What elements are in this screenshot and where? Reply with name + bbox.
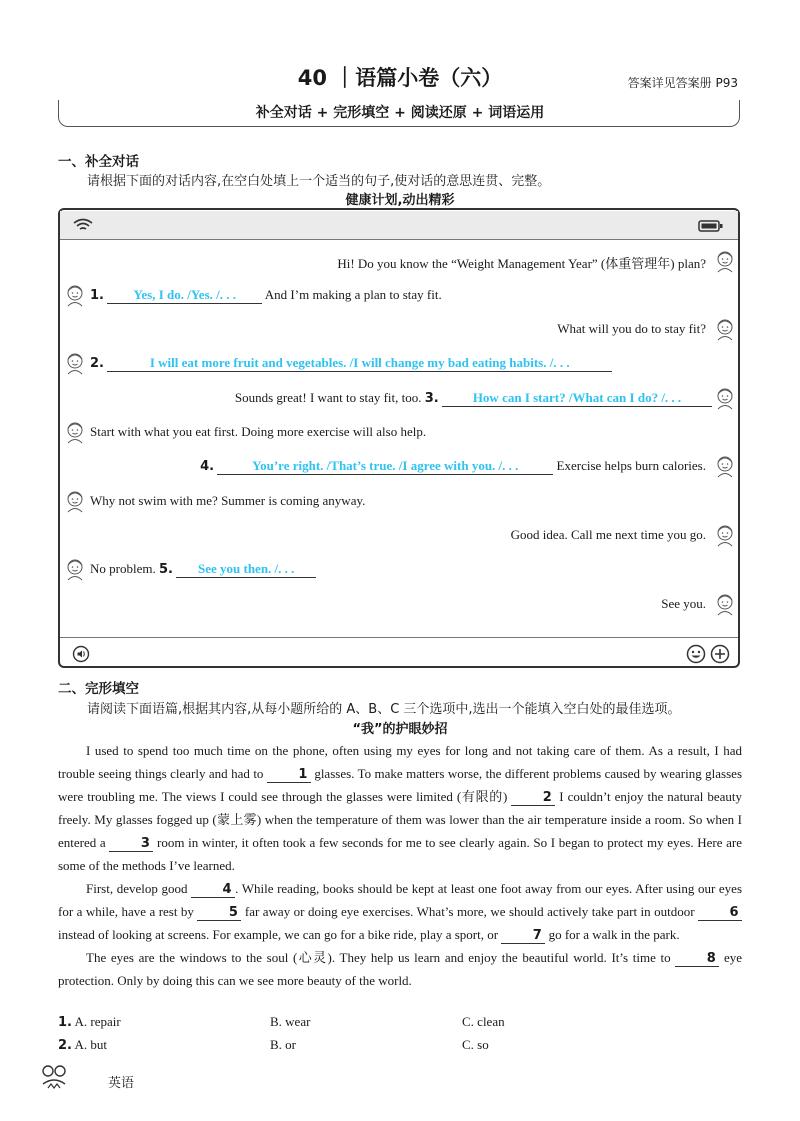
option-b[interactable]: B. or	[270, 1037, 296, 1052]
option-b[interactable]: B. wear	[270, 1014, 311, 1029]
passage-text: far away or doing eye exercises. What’s more, we should actively take part in outdoor	[244, 904, 695, 919]
battery-icon	[698, 219, 724, 237]
dialog-title: 健康计划,动出精彩	[345, 193, 455, 208]
emoji-icon[interactable]	[686, 644, 706, 668]
cloze-gap-5[interactable]: 5	[197, 906, 241, 921]
dialog-text: No problem.	[90, 561, 156, 576]
cloze-gap-3[interactable]: 3	[109, 837, 153, 852]
section2-instruction: 请阅读下面语篇,根据其内容,从每小题所给的 A、B、C 三个选项中,选出一个能填入空白处的最佳选项。	[87, 702, 681, 717]
dialog-line: Start with what you eat first. Doing more exercise will also help.	[90, 424, 427, 439]
cloze-gap-8[interactable]: 8	[675, 952, 719, 967]
dialog-line-blank-5	[90, 561, 316, 578]
section1-instruction: 请根据下面的对话内容,在空白处填上一个适当的句子,使对话的意思连贯、完整。	[87, 174, 551, 189]
cloze-gap-1[interactable]: 1	[267, 768, 311, 783]
paragraph-2	[58, 877, 742, 946]
paragraph-3	[58, 946, 742, 992]
dialog-text: Sounds great! I want to stay fit, too.	[234, 390, 422, 405]
question-number: 2.	[58, 1038, 72, 1053]
speaker-a-avatar-icon	[64, 351, 86, 375]
section2-title: 二、完形填空	[58, 681, 139, 697]
question-number: 1.	[58, 1015, 72, 1030]
speaker-a-avatar-icon	[64, 283, 86, 307]
wifi-icon	[72, 217, 94, 237]
passage	[58, 739, 742, 992]
cloze-gap-7[interactable]: 7	[501, 929, 545, 944]
blank-number: 4.	[200, 459, 215, 474]
answer-text: See you then. /. . .	[197, 561, 295, 576]
phone-divider	[60, 637, 738, 638]
answer-reference: 答案详见答案册 P93	[627, 76, 738, 90]
answer-text: You’re right. /That’s true. /I agree with you. /. . .	[252, 458, 519, 473]
option-c[interactable]: C. clean	[462, 1014, 505, 1029]
section-types-subtitle: 补全对话 + 完形填空 + 阅读还原 + 词语运用	[255, 105, 545, 121]
dialog-text: And I’m making a plan to stay fit.	[264, 287, 442, 302]
passage-text: room in winter, it often took a few seconds for me to see clearly again. So I began to protect my eyes. Here are some of the methods I’ve learned.	[58, 835, 743, 873]
dialog-line: Why not swim with me? Summer is coming anyway.	[90, 493, 366, 508]
answer-text: Yes, I do. /Yes. /. . .	[133, 287, 237, 302]
speaker-a-avatar-icon	[64, 557, 86, 581]
dialog-line: See you.	[661, 596, 706, 611]
speaker-icon[interactable]	[72, 645, 90, 667]
dialog-text: Exercise helps burn calories.	[556, 458, 706, 473]
unit-title: 40 ｜语篇小卷（六）	[297, 66, 503, 90]
section1-title: 一、补全对话	[58, 154, 139, 170]
option-a[interactable]: A. repair	[74, 1014, 121, 1029]
dialog-line-blank-3	[235, 390, 712, 407]
answer-text: How can I start? /What can I do? /. . .	[472, 390, 682, 405]
dialog-line: Good idea. Call me next time you go.	[510, 527, 706, 542]
passage-text: instead of looking at screens. For example, we can go for a bike ride, play a sport, or	[58, 927, 499, 942]
blank-number: 2.	[90, 356, 104, 371]
plus-icon[interactable]	[710, 644, 730, 668]
cloze-gap-2[interactable]: 2	[511, 791, 555, 806]
footer-subject: 英语	[108, 1076, 135, 1091]
speaker-b-avatar-icon	[714, 249, 736, 273]
answer-blank-4[interactable]	[217, 458, 553, 475]
passage-title: “我”的护眼妙招	[352, 722, 448, 737]
passage-text: go for a walk in the park.	[548, 927, 680, 942]
dialog-line: What will you do to stay fit?	[557, 321, 706, 336]
blank-number: 5.	[158, 562, 173, 577]
speaker-b-avatar-icon	[714, 454, 736, 478]
dialog-line: Hi! Do you know the “Weight Management Year” (体重管理年) plan?	[337, 256, 706, 271]
dialog-line-blank-2	[90, 355, 612, 372]
answer-blank-5[interactable]	[176, 561, 316, 578]
answer-blank-1[interactable]	[107, 287, 262, 304]
cloze-gap-4[interactable]: 4	[191, 883, 235, 898]
question-2-options	[58, 1037, 107, 1053]
answer-text: I will eat more fruit and vegetables. /I will change my bad eating habits. /. . .	[149, 355, 570, 370]
option-c[interactable]: C. so	[462, 1037, 489, 1052]
answer-blank-2[interactable]	[107, 355, 612, 372]
paragraph-1	[58, 739, 742, 877]
blank-number: 3.	[424, 391, 439, 406]
cloze-gap-6[interactable]: 6	[698, 906, 742, 921]
dialog-line-blank-4	[200, 458, 706, 475]
passage-text: I used to spend too much time on the phone, often using my eyes for long and not taking care of them. As a result, I had trouble seeing things clearly and had to	[58, 743, 742, 781]
answer-blank-3[interactable]	[442, 390, 712, 407]
option-a[interactable]: A. but	[74, 1037, 108, 1052]
question-1-options	[58, 1014, 121, 1030]
passage-text: eye protection. Only by doing this can we see more beauty of the world.	[58, 950, 743, 988]
passage-text: I couldn’t enjoy the natural beauty freely. My glasses fogged up (蒙上雾) when the temperature of them was lower than the air temperature inside a room. So when I entered a	[58, 789, 743, 850]
publisher-logo-icon	[40, 1064, 68, 1094]
speaker-b-avatar-icon	[714, 592, 736, 616]
passage-text: . While reading, books should be kept at least one foot away from our eyes. After using our eyes for a while, have a rest by	[58, 881, 743, 919]
passage-text: The eyes are the windows to the soul (心灵). They help us learn and enjoy the beautiful world. It’s time to	[86, 950, 671, 965]
phone-status-bar	[60, 211, 738, 240]
passage-text: First, develop good	[86, 881, 188, 896]
blank-number: 1.	[90, 288, 104, 303]
dialog-line-blank-1	[90, 287, 442, 304]
speaker-b-avatar-icon	[714, 317, 736, 341]
speaker-b-avatar-icon	[714, 386, 736, 410]
passage-text: glasses. To make matters worse, the different problems caused by wearing glasses were troubling me. The views I could see through the glasses were limited (有限的)	[58, 766, 743, 804]
speaker-b-avatar-icon	[714, 523, 736, 547]
speaker-a-avatar-icon	[64, 489, 86, 513]
speaker-a-avatar-icon	[64, 420, 86, 444]
